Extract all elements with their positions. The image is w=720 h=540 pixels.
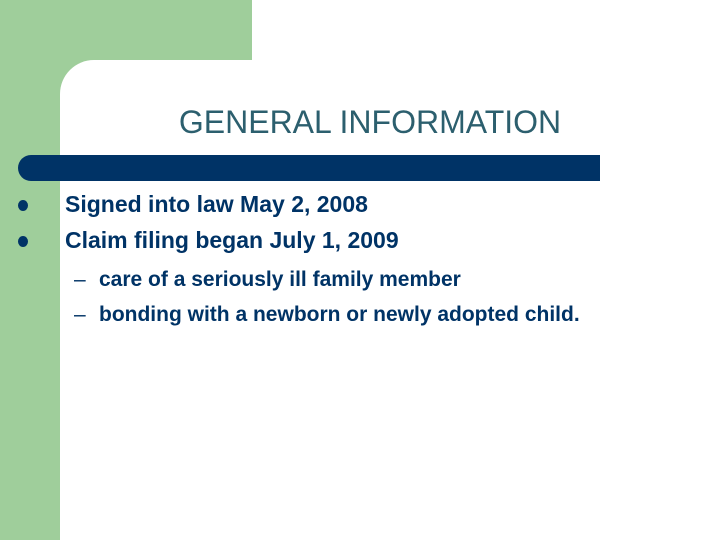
bullet-item bbox=[14, 222, 694, 258]
bullet-dot-icon bbox=[18, 200, 28, 211]
sub-bullet-text: bonding with a newborn or newly adopted child. bbox=[99, 303, 580, 326]
bullet-dot-icon bbox=[18, 236, 28, 247]
bullet-text: Signed into law May 2, 2008 bbox=[65, 191, 368, 217]
slide-title: GENERAL INFORMATION bbox=[178, 104, 562, 140]
sub-bullet-list bbox=[14, 262, 694, 332]
dash-icon: – bbox=[74, 268, 86, 291]
sub-bullet-text: care of a seriously ill family member bbox=[99, 268, 461, 291]
bullet-text: Claim filing began July 1, 2009 bbox=[65, 227, 399, 253]
bullet-item bbox=[14, 186, 694, 222]
bullet-list bbox=[14, 186, 694, 332]
sub-bullet-item bbox=[14, 297, 694, 332]
dash-icon: – bbox=[74, 303, 86, 326]
sub-bullet-item bbox=[14, 262, 694, 297]
title-underline-bar bbox=[18, 155, 600, 181]
